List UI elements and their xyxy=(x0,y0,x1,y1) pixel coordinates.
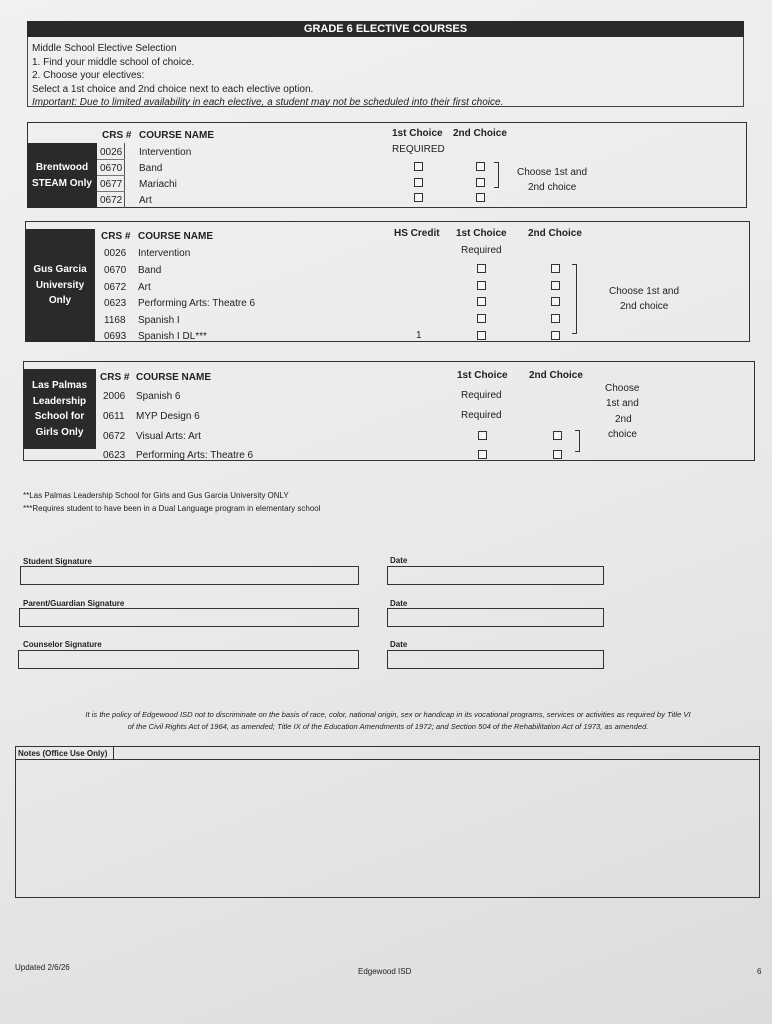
course-crs: 0672 xyxy=(100,195,123,206)
second-choice-checkbox[interactable] xyxy=(476,162,485,171)
course-crs: 0623 xyxy=(103,450,126,461)
first-choice-checkbox[interactable] xyxy=(477,281,486,290)
choice-note: Choose xyxy=(605,383,640,394)
school-name-line: Gus Garcia xyxy=(33,264,87,276)
course-name: Band xyxy=(139,163,163,174)
first-choice-checkbox[interactable] xyxy=(414,162,423,171)
course-crs: 0026 xyxy=(100,147,123,158)
col-course-name: COURSE NAME xyxy=(139,130,215,141)
student-date-field[interactable] xyxy=(387,566,604,585)
page-number: 6 xyxy=(757,967,762,976)
first-choice-checkbox[interactable] xyxy=(478,450,487,459)
col-hs-credit: HS Credit xyxy=(394,228,440,239)
gus-garcia-section xyxy=(25,221,750,342)
course-name: Performing Arts: Theatre 6 xyxy=(138,298,256,309)
course-crs: 0611 xyxy=(103,411,125,422)
course-name: Intervention xyxy=(139,147,192,158)
col-crs: CRS # xyxy=(102,130,132,141)
second-choice-checkbox[interactable] xyxy=(553,450,562,459)
date-label: Date xyxy=(390,556,408,565)
parent-date-field[interactable] xyxy=(387,608,604,627)
course-crs: 0672 xyxy=(103,431,126,442)
required-label: Required xyxy=(461,245,502,256)
col-crs: CRS # xyxy=(100,372,130,383)
course-name: Art xyxy=(139,195,152,206)
notes-header xyxy=(15,746,760,760)
course-name: Intervention xyxy=(138,248,191,259)
col-second-choice: 2nd Choice xyxy=(529,370,583,381)
course-crs: 0672 xyxy=(104,282,127,293)
notes-box[interactable] xyxy=(15,746,760,898)
counselor-signature-label: Counselor Signature xyxy=(23,640,102,649)
student-signature-label: Student Signature xyxy=(23,557,92,566)
course-crs: 1168 xyxy=(104,315,126,326)
parent-signature-label: Parent/Guardian Signature xyxy=(23,599,125,608)
course-name: MYP Design 6 xyxy=(136,411,200,422)
date-label: Date xyxy=(390,599,408,608)
first-choice-checkbox[interactable] xyxy=(478,431,487,440)
choice-note: choice xyxy=(608,429,637,440)
policy-line: It is the policy of Edgewood ISD not to discriminate on the basis of race, color, national origin, sex or handicap in its vocational programs, services or activities as required by Title VI xyxy=(85,710,691,719)
course-name: Spanish I xyxy=(138,315,180,326)
policy-line: of the Civil Rights Act of 1964, as amended; Title IX of the Education Amendments of 1972; and Section 504 of the Rehabilitation Act of 1973, as amended. xyxy=(127,722,649,731)
instruction-line: 1. Find your middle school of choice. xyxy=(32,56,195,68)
brentwood-school-label xyxy=(27,143,97,208)
instruction-line: 2. Choose your electives: xyxy=(32,70,145,81)
first-choice-checkbox[interactable] xyxy=(477,297,486,306)
course-crs: 0677 xyxy=(100,179,123,190)
hs-credit-value: 1 xyxy=(416,330,422,341)
col-crs: CRS # xyxy=(101,231,131,242)
course-name: Mariachi xyxy=(139,179,177,190)
col-second-choice: 2nd Choice xyxy=(528,228,582,239)
gus-garcia-school-label xyxy=(25,229,95,342)
course-crs: 0693 xyxy=(104,331,127,342)
course-crs: 0623 xyxy=(104,298,127,309)
las-palmas-section xyxy=(23,361,755,461)
school-name-line: Las Palmas xyxy=(31,380,88,391)
course-name: Band xyxy=(138,265,162,276)
parent-signature-field[interactable] xyxy=(19,608,359,627)
school-name-line: Only xyxy=(48,295,72,307)
first-choice-checkbox[interactable] xyxy=(477,331,486,340)
choice-note: 2nd choice xyxy=(528,182,577,193)
second-choice-checkbox[interactable] xyxy=(551,281,560,290)
col-course-name: COURSE NAME xyxy=(136,372,212,383)
choice-note: Choose 1st and xyxy=(609,286,680,297)
choice-note: 2nd choice xyxy=(620,301,669,312)
school-name-line: STEAM Only xyxy=(31,177,92,189)
course-name: Spanish 6 xyxy=(136,391,181,402)
instruction-line: Select a 1st choice and 2nd choice next to each elective option. xyxy=(32,83,314,95)
student-signature-field[interactable] xyxy=(20,566,359,585)
las-palmas-school-label xyxy=(23,369,96,449)
col-first-choice: 1st Choice xyxy=(457,370,508,381)
school-name-line: School for xyxy=(34,411,85,422)
counselor-signature-field[interactable] xyxy=(18,650,359,669)
required-label: Required xyxy=(461,410,502,421)
footnote: ***Requires student to have been in a Dual Language program in elementary school xyxy=(23,504,321,513)
second-choice-checkbox[interactable] xyxy=(551,297,560,306)
course-name: Art xyxy=(138,282,151,293)
counselor-date-field[interactable] xyxy=(387,650,604,669)
first-choice-checkbox[interactable] xyxy=(477,314,486,323)
brentwood-section xyxy=(27,122,747,208)
school-name-line: University xyxy=(35,279,85,291)
second-choice-checkbox[interactable] xyxy=(476,178,485,187)
notes-label: Notes (Office Use Only) xyxy=(18,749,108,758)
col-course-name: COURSE NAME xyxy=(138,231,214,242)
course-crs: 2006 xyxy=(103,391,126,402)
school-name-line: Brentwood xyxy=(35,162,89,173)
first-choice-checkbox[interactable] xyxy=(477,264,486,273)
updated-date: Updated 2/6/26 xyxy=(15,963,70,972)
school-name-line: Girls Only xyxy=(35,426,84,438)
course-crs: 0670 xyxy=(100,163,123,174)
course-name: Visual Arts: Art xyxy=(136,431,201,442)
course-crs: 0026 xyxy=(104,248,127,259)
instruction-important: Important: Due to limited availability in each elective, a student may not be scheduled into their first choice. xyxy=(32,97,504,107)
second-choice-checkbox[interactable] xyxy=(553,431,562,440)
col-second-choice: 2nd Choice xyxy=(453,128,507,139)
footnote: **Las Palmas Leadership School for Girls and Gus Garcia University ONLY xyxy=(23,491,289,500)
policy-statement xyxy=(16,709,760,733)
instructions-box xyxy=(27,37,744,107)
page-title: GRADE 6 ELECTIVE COURSES xyxy=(27,21,744,37)
col-first-choice: 1st Choice xyxy=(456,228,507,239)
required-label: REQUIRED xyxy=(392,144,445,155)
course-name: Spanish I DL*** xyxy=(138,331,207,342)
first-choice-checkbox[interactable] xyxy=(414,178,423,187)
school-name-line: Leadership xyxy=(32,395,87,407)
choice-note: Choose 1st and xyxy=(517,167,588,178)
course-name: Performing Arts: Theatre 6 xyxy=(136,450,254,461)
choice-note: 2nd xyxy=(615,414,632,425)
required-label: Required xyxy=(461,390,502,401)
second-choice-checkbox[interactable] xyxy=(551,314,560,323)
organization-name: Edgewood ISD xyxy=(358,967,412,976)
course-crs: 0670 xyxy=(104,265,127,276)
choice-note: 1st and xyxy=(606,398,639,409)
second-choice-checkbox[interactable] xyxy=(551,331,560,340)
second-choice-checkbox[interactable] xyxy=(551,264,560,273)
col-first-choice: 1st Choice xyxy=(392,128,443,139)
second-choice-checkbox[interactable] xyxy=(476,193,485,202)
first-choice-checkbox[interactable] xyxy=(414,193,423,202)
date-label: Date xyxy=(390,640,408,649)
instruction-line: Middle School Elective Selection xyxy=(32,43,177,54)
